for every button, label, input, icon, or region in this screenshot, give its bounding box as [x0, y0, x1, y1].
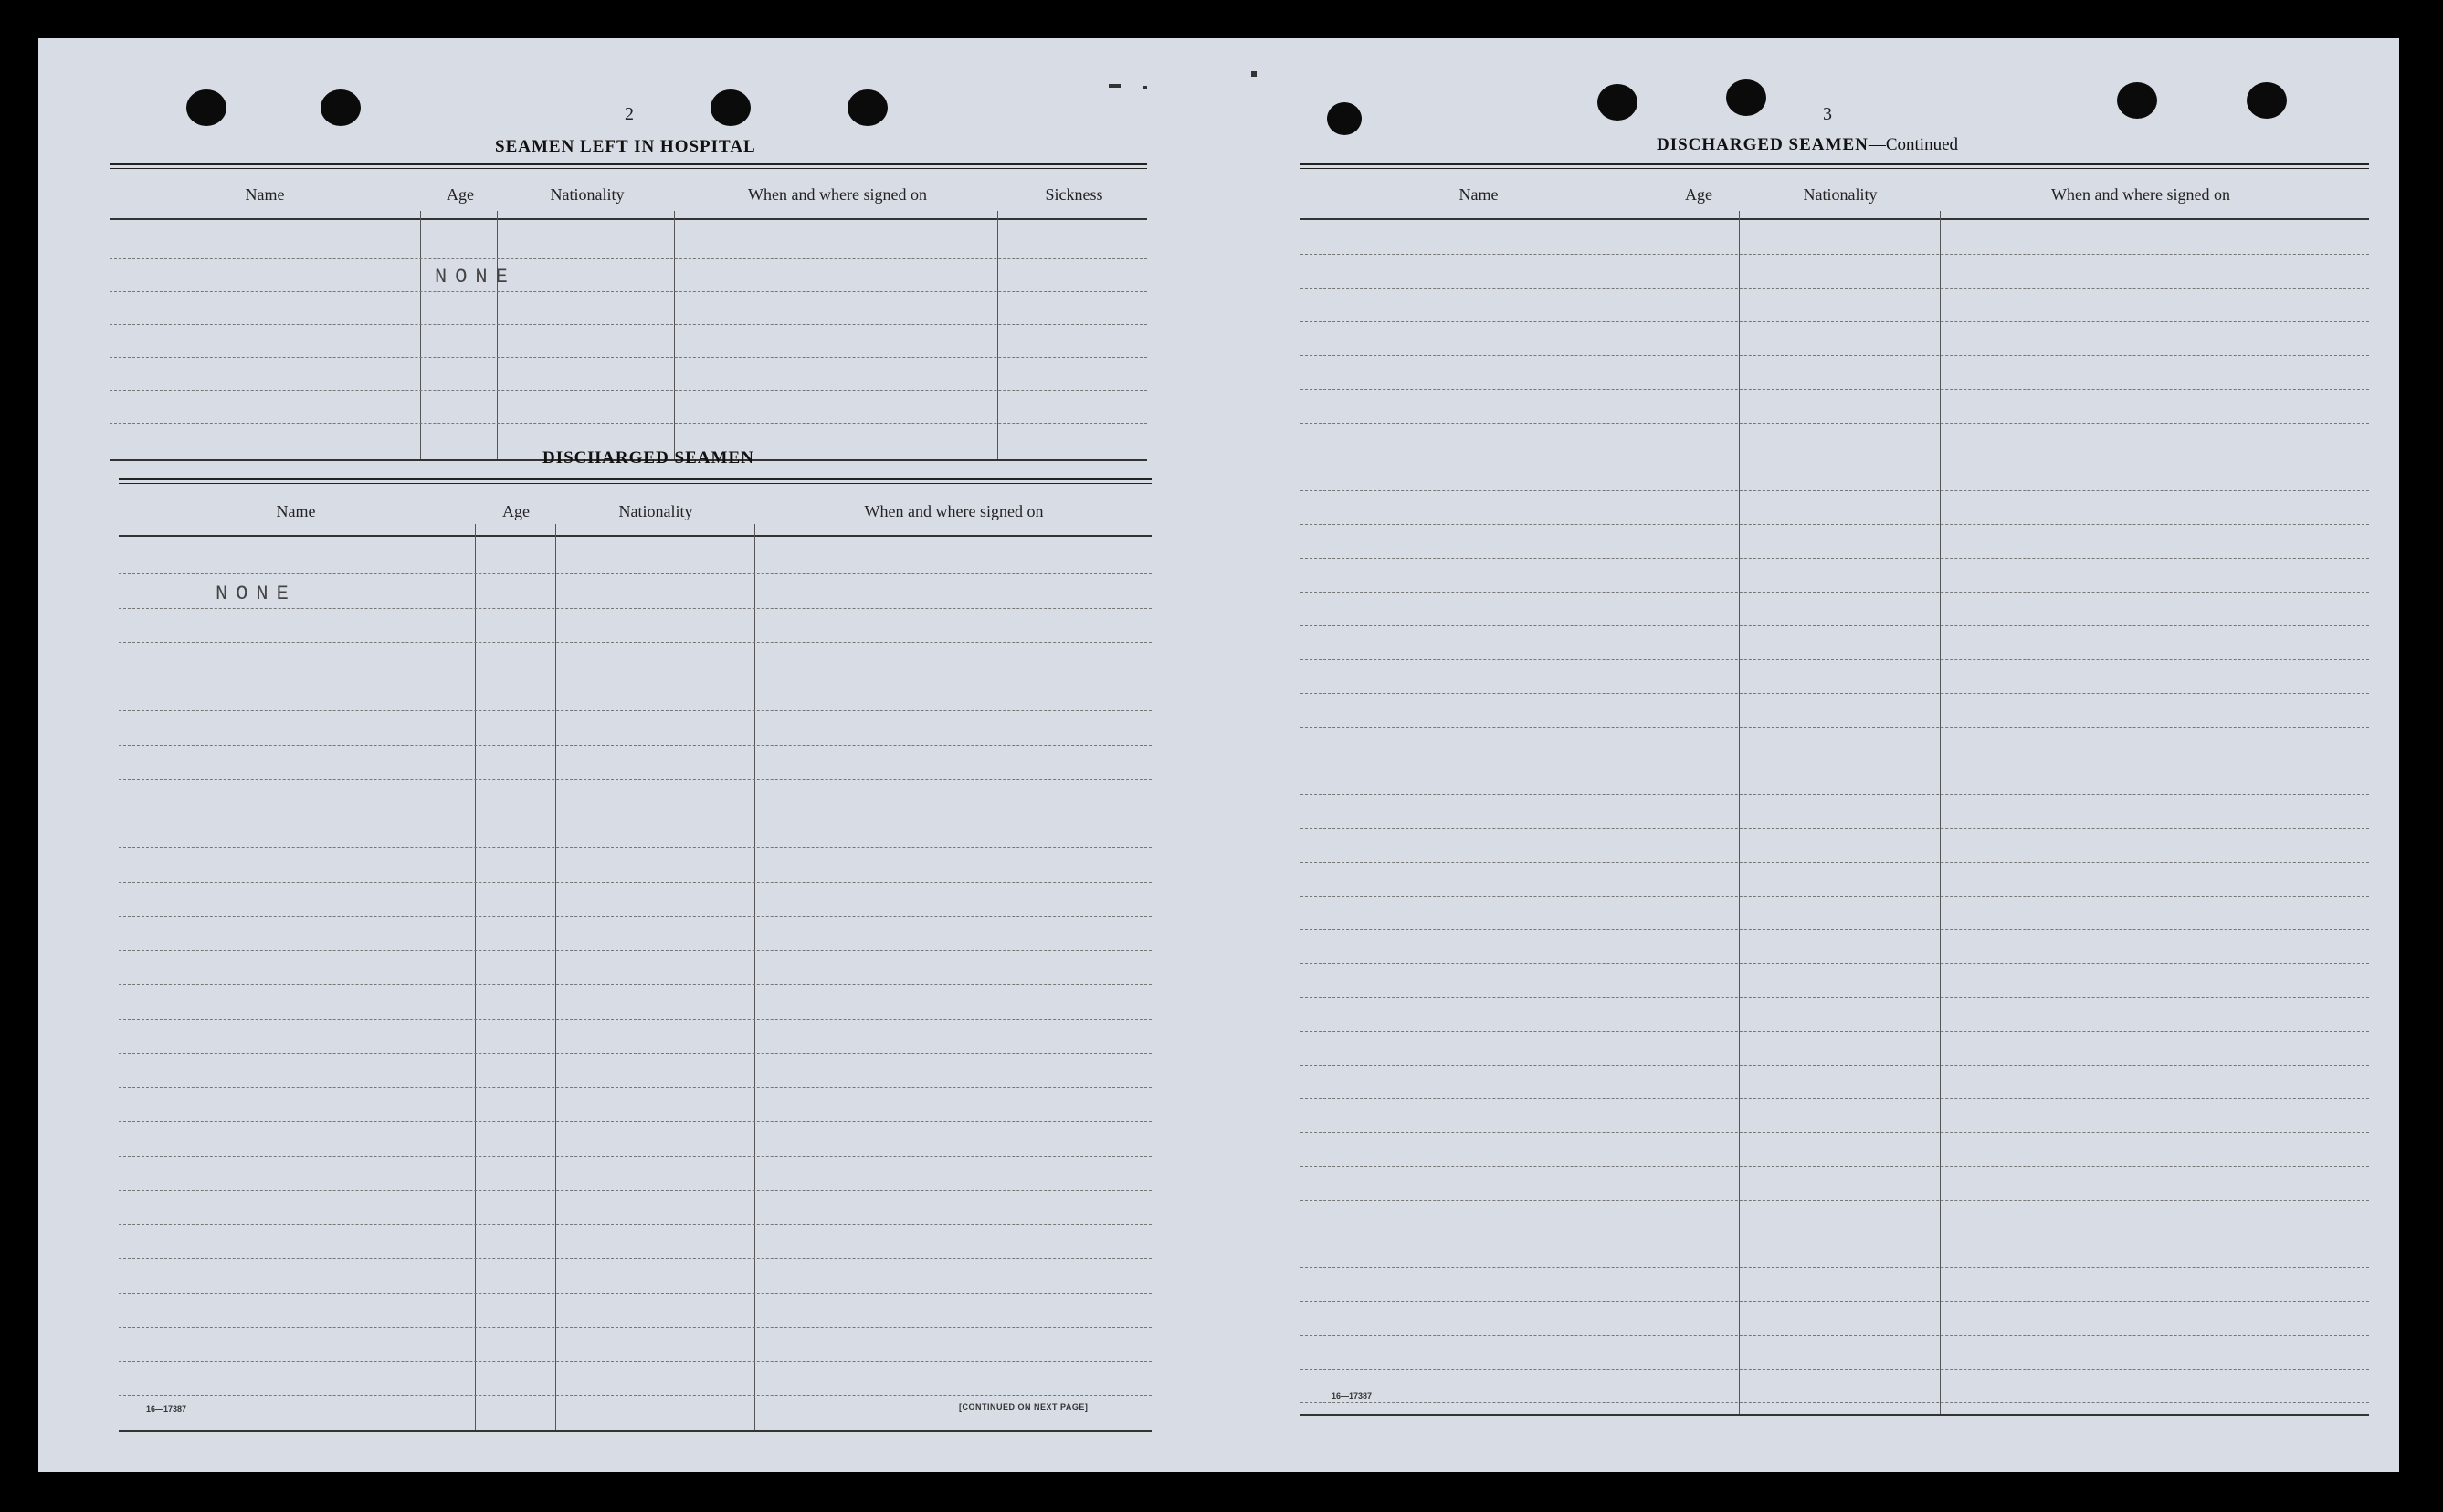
punch-hole — [1327, 102, 1362, 135]
ruling-line — [119, 1395, 1152, 1396]
punch-hole — [321, 89, 361, 126]
ruling-line — [119, 573, 1152, 574]
ruling-line — [1300, 288, 2369, 289]
ruling-line — [119, 950, 1152, 951]
ruling-line — [119, 745, 1152, 746]
discharged-entry-none: NONE — [216, 583, 297, 605]
ruling-line — [1300, 490, 2369, 491]
ruling-line — [1300, 963, 2369, 964]
ruling-line — [119, 608, 1152, 609]
hospital-entry-none: NONE — [435, 266, 516, 289]
ruling-line — [119, 1224, 1152, 1225]
ruling-line — [119, 882, 1152, 883]
column-header-age: Age — [502, 502, 530, 520]
column-header-signed-on: When and where signed on — [748, 185, 927, 204]
column-header-name: Name — [276, 502, 316, 520]
ink-speck — [1251, 71, 1257, 77]
ruling-line — [119, 1293, 1152, 1294]
column-header-name: Name — [1458, 185, 1499, 204]
punch-hole — [1597, 84, 1637, 121]
ruling-line — [1300, 1065, 2369, 1066]
ruling-line — [119, 1087, 1152, 1088]
ruling-line — [1300, 659, 2369, 660]
column-header-nationality: Nationality — [550, 185, 625, 204]
column-header-nationality: Nationality — [1803, 185, 1878, 204]
ruling-line — [1300, 794, 2369, 795]
ruling-line — [1300, 423, 2369, 424]
ruling-line — [1300, 1031, 2369, 1032]
ruling-line — [1300, 1335, 2369, 1336]
page-number: 2 — [625, 104, 634, 124]
column-header-nationality: Nationality — [618, 502, 693, 520]
punch-hole — [711, 89, 751, 126]
ruling-line — [1300, 1301, 2369, 1302]
ruling-line — [1300, 592, 2369, 593]
ruling-line — [1300, 1098, 2369, 1099]
ruling-line — [119, 1121, 1152, 1122]
form-number: 16—17387 — [146, 1404, 187, 1413]
column-header-age: Age — [1685, 185, 1712, 204]
ruling-line — [1300, 1200, 2369, 1201]
ruling-line — [1300, 355, 2369, 356]
page-number: 3 — [1823, 104, 1832, 124]
punch-hole — [2117, 82, 2157, 119]
ruling-line — [119, 1053, 1152, 1054]
ruling-line — [119, 847, 1152, 848]
ruling-line — [1300, 254, 2369, 255]
ruling-line — [1300, 524, 2369, 525]
discharged-table-right — [1300, 163, 2369, 1423]
ink-speck — [1109, 84, 1121, 88]
ruling-line — [1300, 389, 2369, 390]
ruling-line — [1300, 929, 2369, 930]
title-continued: —Continued — [1868, 135, 1959, 154]
ruling-line — [1300, 558, 2369, 559]
discharged-section-title: DISCHARGED SEAMEN — [542, 448, 754, 467]
ruling-line — [119, 1190, 1152, 1191]
ruling-line — [1300, 997, 2369, 998]
column-header-sickness: Sickness — [1045, 185, 1103, 204]
discharged-table-left — [119, 478, 1152, 1439]
discharged-continued-title — [1657, 135, 1958, 155]
ruling-line — [119, 1258, 1152, 1259]
ruling-line — [1300, 727, 2369, 728]
ruling-line — [1300, 862, 2369, 863]
punch-hole — [186, 89, 226, 126]
ruling-line — [119, 1156, 1152, 1157]
ruling-line — [1300, 1369, 2369, 1370]
ruling-line — [1300, 693, 2369, 694]
ruling-line — [119, 984, 1152, 985]
ruling-line — [1300, 1132, 2369, 1133]
ruling-line — [119, 1019, 1152, 1020]
column-header-age: Age — [447, 185, 474, 204]
punch-hole — [848, 89, 888, 126]
ruling-line — [119, 1361, 1152, 1362]
ruling-line — [1300, 1166, 2369, 1167]
ruling-line — [119, 1327, 1152, 1328]
ruling-line — [1300, 828, 2369, 829]
document-sheet — [38, 38, 2399, 1472]
punch-hole — [1726, 79, 1766, 116]
ruling-line — [1300, 896, 2369, 897]
ruling-line — [119, 779, 1152, 780]
ink-speck — [1143, 86, 1147, 89]
ruling-line — [119, 916, 1152, 917]
hospital-section-title: SEAMEN LEFT IN HOSPITAL — [495, 137, 756, 156]
form-number: 16—17387 — [1332, 1391, 1373, 1401]
ruling-line — [1300, 1402, 2369, 1403]
hospital-table — [110, 163, 1147, 465]
title-main: DISCHARGED SEAMEN — [1657, 135, 1869, 154]
column-header-signed-on: When and where signed on — [864, 502, 1044, 520]
column-header-signed-on: When and where signed on — [2051, 185, 2230, 204]
ruling-line — [119, 642, 1152, 643]
ruling-line — [1300, 625, 2369, 626]
punch-hole — [2247, 82, 2287, 119]
ruling-line — [1300, 321, 2369, 322]
continued-note: [CONTINUED ON NEXT PAGE] — [959, 1402, 1089, 1412]
column-header-name: Name — [245, 185, 285, 204]
ruling-line — [119, 710, 1152, 711]
ruling-line — [1300, 1267, 2369, 1268]
